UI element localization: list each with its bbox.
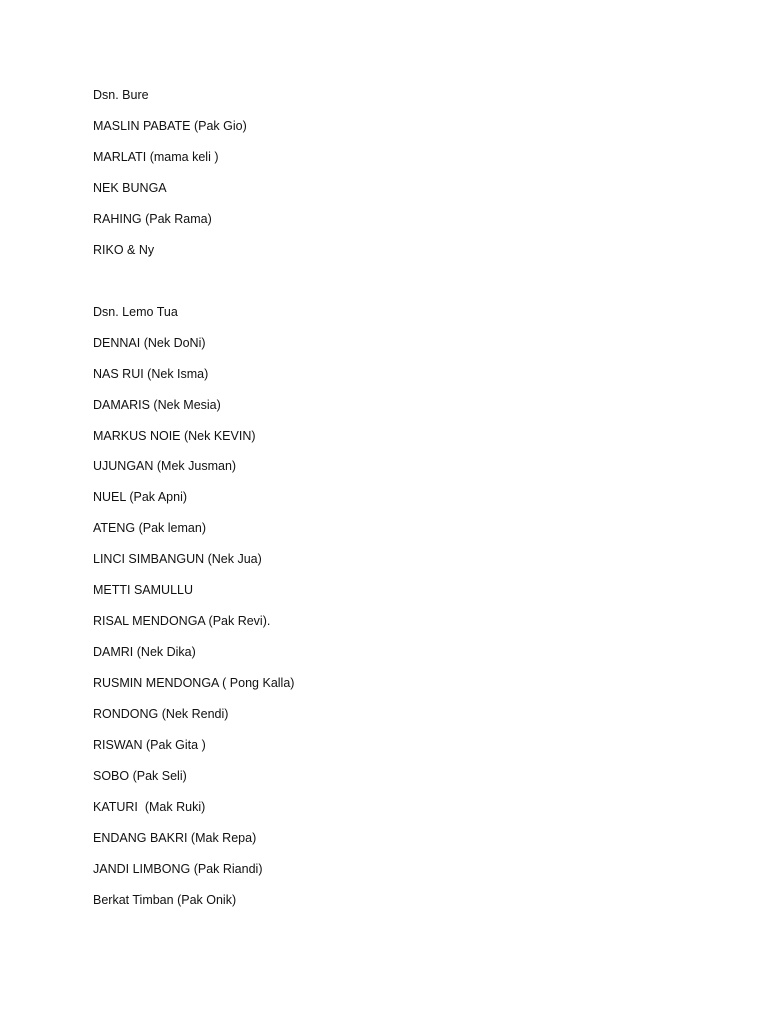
list-item: NEK BUNGA	[93, 181, 167, 195]
list-item: RISAL MENDONGA (Pak Revi).	[93, 614, 271, 628]
list-item: DENNAI (Nek DoNi)	[93, 336, 206, 350]
list-item: DAMRI (Nek Dika)	[93, 645, 196, 659]
list-item: SOBO (Pak Seli)	[93, 769, 187, 783]
list-item: MARLATI (mama keli )	[93, 150, 219, 164]
section-heading-lemo-tua: Dsn. Lemo Tua	[93, 305, 178, 319]
list-item: NUEL (Pak Apni)	[93, 490, 188, 504]
list-item: ATENG (Pak leman)	[93, 521, 206, 535]
list-item: JANDI LIMBONG (Pak Riandi)	[93, 862, 263, 876]
list-item: NAS RUI (Nek Isma)	[93, 367, 209, 381]
list-item: RISWAN (Pak Gita )	[93, 738, 206, 752]
list-item: RUSMIN MENDONGA ( Pong Kalla)	[93, 676, 295, 690]
list-item: UJUNGAN (Mek Jusman)	[93, 459, 237, 473]
list-item: DAMARIS (Nek Mesia)	[93, 398, 221, 412]
list-item: RAHING (Pak Rama)	[93, 212, 212, 226]
list-item: METTI SAMULLU	[93, 583, 194, 597]
list-item: LINCI SIMBANGUN (Nek Jua)	[93, 552, 262, 566]
list-item: KATURI (Mak Ruki)	[93, 800, 206, 814]
section-heading-bure: Dsn. Bure	[93, 88, 149, 102]
list-item: MASLIN PABATE (Pak Gio)	[93, 119, 247, 133]
list-item: RIKO & Ny	[93, 243, 155, 257]
list-item: RONDONG (Nek Rendi)	[93, 707, 229, 721]
list-item: MARKUS NOIE (Nek KEVIN)	[93, 429, 256, 443]
list-item: Berkat Timban (Pak Onik)	[93, 893, 237, 907]
list-item: ENDANG BAKRI (Mak Repa)	[93, 831, 257, 845]
